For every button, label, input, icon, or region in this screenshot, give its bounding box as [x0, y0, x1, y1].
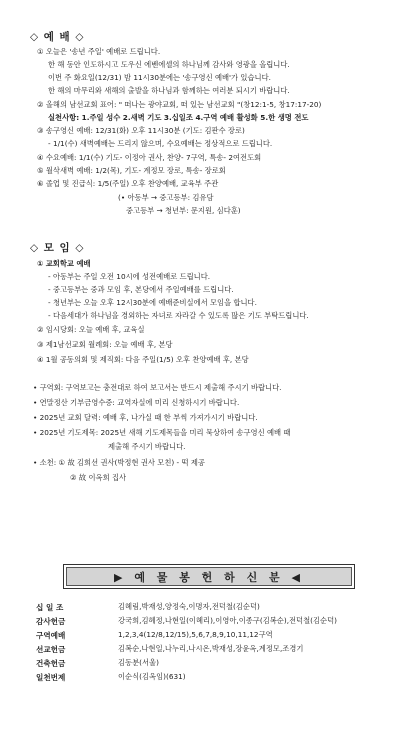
worship-line: ⑤ 월삭새벽 예배: 1/2(목), 기도- 계정모 장로, 특송- 장로회 — [37, 166, 226, 175]
meeting-line: ④ 1월 공동의회 및 제직회: 다음 주일(1/5) 오후 찬양예배 후, 본당 — [37, 355, 249, 364]
worship-section-title: ◇ 예 배 ◇ — [30, 31, 85, 43]
notice-line: • 소천: ① 故 김희선 권사(박정현 권사 모친) - 떡 제공 — [33, 458, 205, 467]
worship-line: ① 오늘은 '송년 주일' 예배로 드립니다. — [37, 47, 161, 56]
meeting-section-title: ◇ 모 임 ◇ — [30, 242, 85, 254]
meeting-line: - 아동부는 주일 오전 10시에 성전예배로 드립니다. — [48, 272, 211, 281]
meeting-line: - 다음세대가 하나님을 경외하는 자녀로 자라갈 수 있도록 많은 기도 부탁드립니다. — [48, 311, 309, 320]
notice-line: • 2025년 기도제목: 2025년 새해 기도제목들을 미리 묵상하여 송구영신 예배 때 — [33, 428, 291, 437]
worship-line: ⑥ 졸업 및 진급식: 1/5(주일) 오후 찬양예배, 교육부 주관 — [37, 179, 219, 188]
meeting-line: - 중고등부는 중과 모임 후, 본당에서 주일예배를 드립니다. — [48, 285, 234, 294]
offering-value: 김동분(서울) — [118, 658, 159, 667]
meeting-line: - 청년부는 오늘 오후 12시30분에 예배준비실에서 모임을 합니다. — [48, 298, 257, 307]
notice-line: • 구역회: 구역보고는 충전대로 하여 보고서는 반드시 제출해 주시기 바랍니다. — [33, 383, 282, 392]
offering-banner-title: ▶ 예 물 봉 헌 하 신 분 ◀ — [66, 567, 352, 586]
offering-label: 구역예배 — [36, 631, 66, 640]
worship-line: (• 아동부 → 중고등부: 김유담 — [118, 193, 214, 202]
worship-line: ② 올해의 남선교회 표어: " 떠나는 광야교회, 떠 있는 남선교회 "(창12:1-5, 창17:17-20) — [37, 100, 322, 109]
worship-line: 한 해 동안 인도하시고 도우신 에벤에셀의 하나님께 감사와 영광을 올립니다. — [48, 60, 290, 69]
notice-line: ② 故 이옥희 집사 — [70, 473, 127, 482]
worship-line: 이번 주 화요일(12/31) 밤 11시30분에는 '송구영신 예배'가 있습니다. — [48, 73, 271, 82]
worship-line: - 1/1(수) 새벽예배는 드리지 않으며, 수요예배는 정상적으로 드립니다. — [48, 139, 273, 148]
meeting-line: ② 임시당회: 오늘 예배 후, 교육실 — [37, 325, 145, 334]
offering-banner — [63, 564, 355, 589]
notice-line: 제출해 주시기 바랍니다. — [108, 442, 186, 451]
worship-line: 한 해의 마무리와 새해의 출발을 하나님과 함께하는 여러분 되시기 바랍니다. — [48, 86, 290, 95]
meeting-line: ① 교회학교 예배 — [37, 259, 91, 268]
notice-line: • 연말정산 기부금영수증: 교역자실에 미리 신청하시기 바랍니다. — [33, 398, 240, 407]
offering-value: 1,2,3,4(12/8,12/15),5,6,7,8,9,10,11,12구역 — [118, 630, 273, 639]
notice-line: • 2025년 교회 달력: 예배 후, 나가실 때 한 부씩 가져가시기 바랍니다. — [33, 413, 258, 422]
worship-line: ③ 송구영신 예배: 12/31(화) 오후 11시30분 (기도: 김판수 장로) — [37, 126, 245, 135]
offering-label: 감사헌금 — [36, 617, 66, 626]
offering-label: 건축헌금 — [36, 659, 66, 668]
offering-value: 이순식(김옥임)(631) — [118, 672, 186, 681]
offering-label: 선교헌금 — [36, 645, 66, 654]
offering-value: 김복순,나현일,나누리,나시온,박재성,장윤옥,계정모,조경기 — [118, 644, 304, 653]
worship-line: 중고등부 → 청년부: 문지원, 심다훈) — [126, 206, 241, 215]
worship-line: ④ 수요예배: 1/1(수) 기도- 이정아 권사, 찬양- 7구역, 특송- 2여전도회 — [37, 153, 262, 162]
meeting-line: ③ 제1남선교회 월례회: 오늘 예배 후, 본당 — [37, 340, 173, 349]
worship-line: 실천사항: 1.주일 성수 2.새벽 기도 3.십일조 4.구역 예배 활성화 5.한 생명 전도 — [48, 113, 309, 122]
offering-value: 강국희,김혜정,나현일(이혜리),이영아,이종구(김복순),전덕철(김순덕) — [118, 616, 337, 625]
offering-value: 김혜림,박재성,양정숙,이명자,전덕철(김순덕) — [118, 602, 260, 611]
offering-label: 십 일 조 — [36, 603, 64, 612]
offering-label: 일천번제 — [36, 673, 66, 682]
